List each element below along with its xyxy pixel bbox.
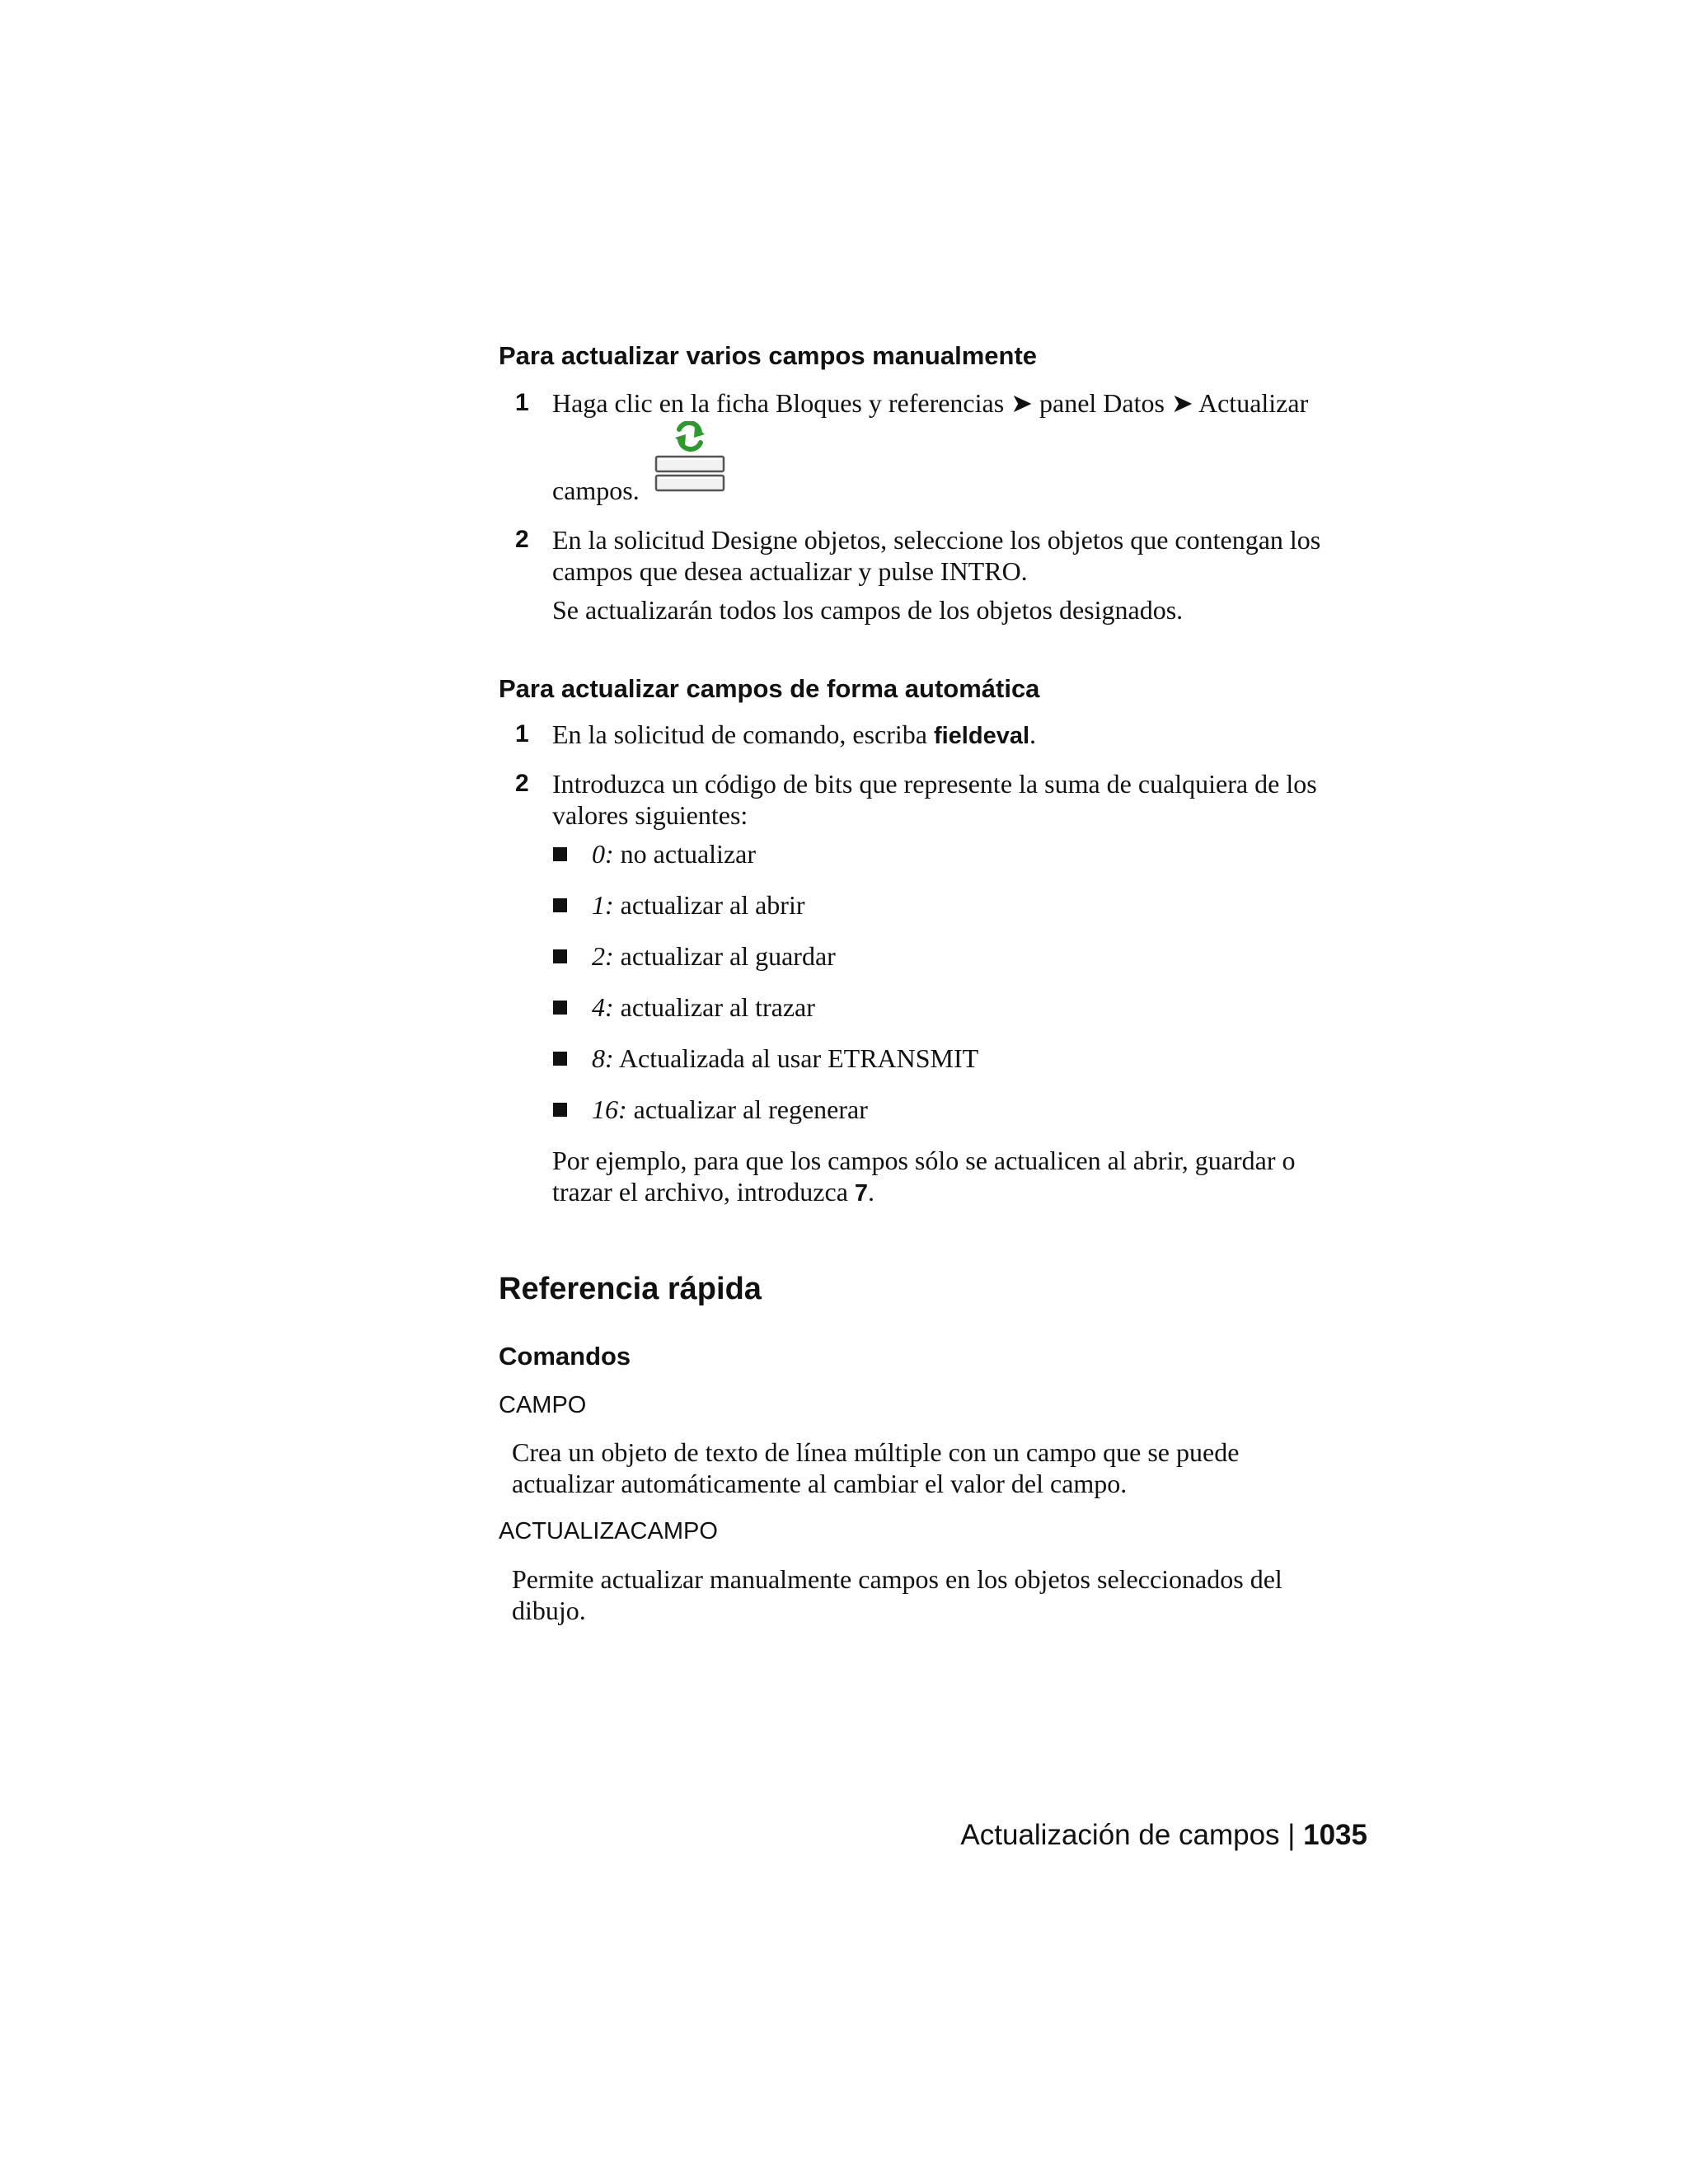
option-text: no actualizar [613,839,756,869]
step-text-continued: campos que desea actualizar y pulse INTRO. [552,556,1028,586]
step-number: 2 [515,526,529,553]
step-number: 1 [515,720,529,748]
example-text-after: . [868,1177,875,1207]
quick-reference-heading: Referencia rápida [499,1272,762,1306]
list-item [592,991,815,1023]
option-key: 2: [592,941,614,971]
step-note: Se actualizarán todos los campos de los objetos designados. [552,595,1184,625]
step-text-after: . [1029,719,1037,749]
step-number: 1 [515,389,529,416]
command-fieldeval: fieldeval [933,723,1030,749]
command-name-actualizacampo: ACTUALIZACAMPO [499,1518,718,1544]
command-name-campo: CAMPO [499,1392,587,1418]
list-item [592,889,805,921]
page-number: 1035 [1303,1819,1367,1851]
step-text-before: En la solicitud de comando, escriba [552,719,934,749]
option-text: Actualizada al usar ETRANSMIT [613,1043,979,1073]
bullet-icon [553,847,567,861]
option-text: actualizar al trazar [613,992,815,1022]
footer-title: Actualización de campos [960,1819,1280,1851]
example-text-continued [552,1176,874,1209]
step-number: 2 [515,770,529,797]
command-description: Permite actualizar manualmente campos en los objetos seleccionados del [512,1564,1282,1594]
command-description: Crea un objeto de texto de línea múltiple con un campo que se puede [512,1437,1240,1467]
update-fields-icon [654,421,726,495]
bullet-icon [553,1052,567,1066]
bullet-icon [553,1001,567,1015]
example-text-before: trazar el archivo, introduzca [552,1177,855,1207]
bullet-icon [553,898,567,912]
footer-separator: | [1287,1819,1296,1851]
step-text [552,719,1036,752]
option-text: actualizar al abrir [613,890,805,920]
list-item [592,838,756,869]
section-heading-manual: Para actualizar varios campos manualmente [499,341,1038,370]
list-item [592,1043,978,1074]
step-text-continued: valores siguientes: [552,800,748,830]
option-key: 16: [592,1094,627,1124]
example-text: Por ejemplo, para que los campos sólo se actualicen al abrir, guardar o [552,1146,1296,1175]
list-item [592,940,836,972]
page-footer [960,1817,1367,1854]
option-key: 0: [592,839,614,869]
option-key: 4: [592,992,614,1022]
step-text-continued: campos. [552,476,640,505]
command-description-continued: dibujo. [512,1596,586,1625]
option-key: 8: [592,1043,614,1073]
bullet-icon [553,1103,567,1117]
step-text: Introduzca un código de bits que represente la suma de cualquiera de los [552,769,1317,799]
section-heading-automatic: Para actualizar campos de forma automática [499,674,1040,703]
list-item [592,1094,868,1125]
option-text: actualizar al regenerar [626,1094,868,1124]
commands-subheading: Comandos [499,1342,631,1371]
option-text: actualizar al guardar [613,941,836,971]
step-text: En la solicitud Designe objetos, seleccione los objetos que contengan los [552,525,1321,555]
step-text: Haga clic en la ficha Bloques y referencias ➤ panel Datos ➤ Actualizar [552,388,1309,418]
command-description-continued: actualizar automáticamente al cambiar el valor del campo. [512,1469,1128,1498]
example-value: 7 [854,1180,869,1207]
option-key: 1: [592,890,614,920]
bullet-icon [553,949,567,963]
